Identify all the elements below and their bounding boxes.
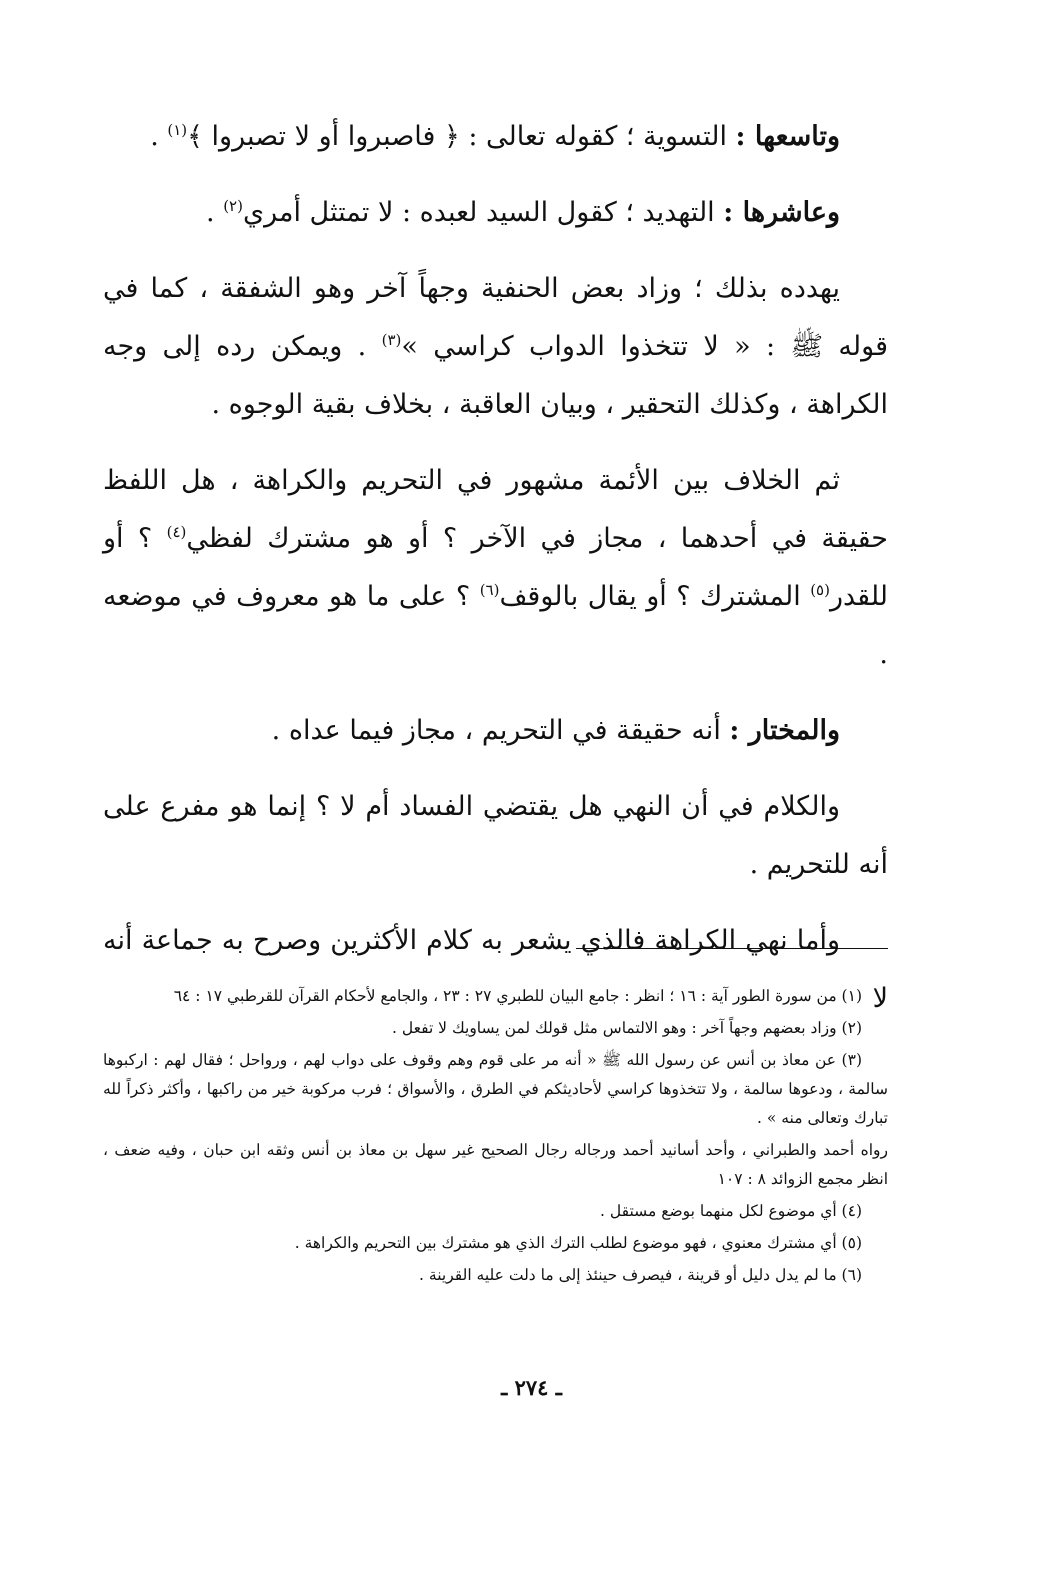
footnote-ref-5: (٥) xyxy=(810,581,830,599)
footnote-ref-6: (٦) xyxy=(479,581,500,599)
paragraph-corruption xyxy=(103,778,888,894)
paragraph-text: أنه حقيقة في التحريم ، مجاز فيما عداه . xyxy=(271,715,730,746)
paragraph-chosen-view xyxy=(103,702,888,760)
paragraph-tail: . xyxy=(206,197,224,228)
paragraph-tenth-meaning xyxy=(103,184,888,242)
paragraph-tail: ؟ على ما هو معروف في موضعه . xyxy=(103,581,888,670)
footnote-4: (٤) أي موضوع لكل منهما بوضع مستقل . xyxy=(600,1202,862,1220)
paragraph-lead: وتاسعها : xyxy=(735,121,840,152)
paragraph-text: والكلام في أن النهي هل يقتضي الفساد أم لا ؟ إنما هو مفرع على أنه للتحريم . xyxy=(103,791,888,880)
paragraph-compassion xyxy=(103,260,888,434)
footnote-3-continuation: رواه أحمد والطبراني ، وأحد أسانيد أحمد ورجاله رجال الصحيح غير سهل بن معاذ بن أنس وثقه ابن حبان ، وفيه ضعف ، انظر مجمع الزوائد ٨ : ١٠٧ xyxy=(103,1141,888,1188)
paragraph-text: التسوية ؛ كقوله تعالى : ﴿ فاصبروا أو لا تصبروا ﴾ xyxy=(187,121,736,152)
paragraph-text: المشترك ؟ أو يقال بالوقف xyxy=(499,581,811,612)
paragraph-ninth-meaning xyxy=(103,108,888,166)
footnote-ref-1: (١) xyxy=(167,121,188,139)
paragraph-text: التهديد ؛ كقول السيد لعبده : لا تمتثل أمري xyxy=(242,197,724,228)
paragraph-text: يهدده بذلك ؛ وزاد بعض الحنفية وجهاً آخر وهو الشفقة ، كما في قوله ﷺ : « لا تتخذوا الدواب كراسي » xyxy=(103,273,888,362)
page-number: ـ ٢٧٤ ـ xyxy=(501,1375,562,1400)
paragraph-tail: . ويمكن رده إلى وجه الكراهة ، وكذلك التحقير ، وبيان العاقبة ، بخلاف بقية الوجوه . xyxy=(103,331,888,420)
paragraph-tail: . xyxy=(150,121,168,152)
paragraph-text: ؟ أو للقدر xyxy=(103,523,889,612)
paragraph-text: وأما نهي الكراهة فالذي يشعر به كلام الأكثرين وصرح به جماعة أنه لا xyxy=(103,925,888,1014)
footnote-3: (٣) عن معاذ بن أنس عن رسول الله ﷺ « أنه مر على قوم وهم وقوف على دواب لهم ، ورواحل ؛ فقال لهم : اركبوها سالمة ، ودعوها سالمة ، ولا تتخذوها كراسي لأحاديثكم في الطرق ، والأسواق ؛ فرب مركوبة خير من راكبها ، وأكثر ذكراً لله تبارك وتعالى منه » . xyxy=(103,1051,888,1127)
paragraph-dispute xyxy=(103,452,888,684)
footnote-5: (٥) أي مشترك معنوي ، فهو موضوع لطلب الترك الذي هو مشترك بين التحريم والكراهة . xyxy=(294,1234,862,1252)
footnote-2: (٢) وزاد بعضهم وجهاً آخر : وهو الالتماس مثل قولك لمن يساويك لا تفعل . xyxy=(392,1019,862,1037)
footnote-ref-3: (٣) xyxy=(381,331,402,349)
footnote-1: (١) من سورة الطور آية : ١٦ ؛ انظر : جامع البيان للطبري ٢٧ : ٢٣ ، والجامع لأحكام القرآن للقرطبي ١٧ : ٦٤ xyxy=(173,987,862,1005)
main-text-body xyxy=(103,108,888,1046)
footnote-ref-2: (٢) xyxy=(223,197,243,215)
paragraph-lead: والمختار : xyxy=(729,715,840,746)
footnote-ref-4: (٤) xyxy=(166,523,187,541)
footnote-6: (٦) ما لم يدل دليل أو قرينة ، فيصرف حينئذ إلى ما دلت عليه القرينة . xyxy=(419,1266,862,1284)
paragraph-text: ثم الخلاف بين الأئمة مشهور في التحريم والكراهة ، هل اللفظ حقيقة في أحدهما ، مجاز في الآخر ؟ أو هو مشترك لفظي xyxy=(103,465,888,554)
paragraph-lead: وعاشرها : xyxy=(723,197,840,228)
footnotes-section xyxy=(103,982,888,1293)
footnote-divider xyxy=(576,948,888,949)
